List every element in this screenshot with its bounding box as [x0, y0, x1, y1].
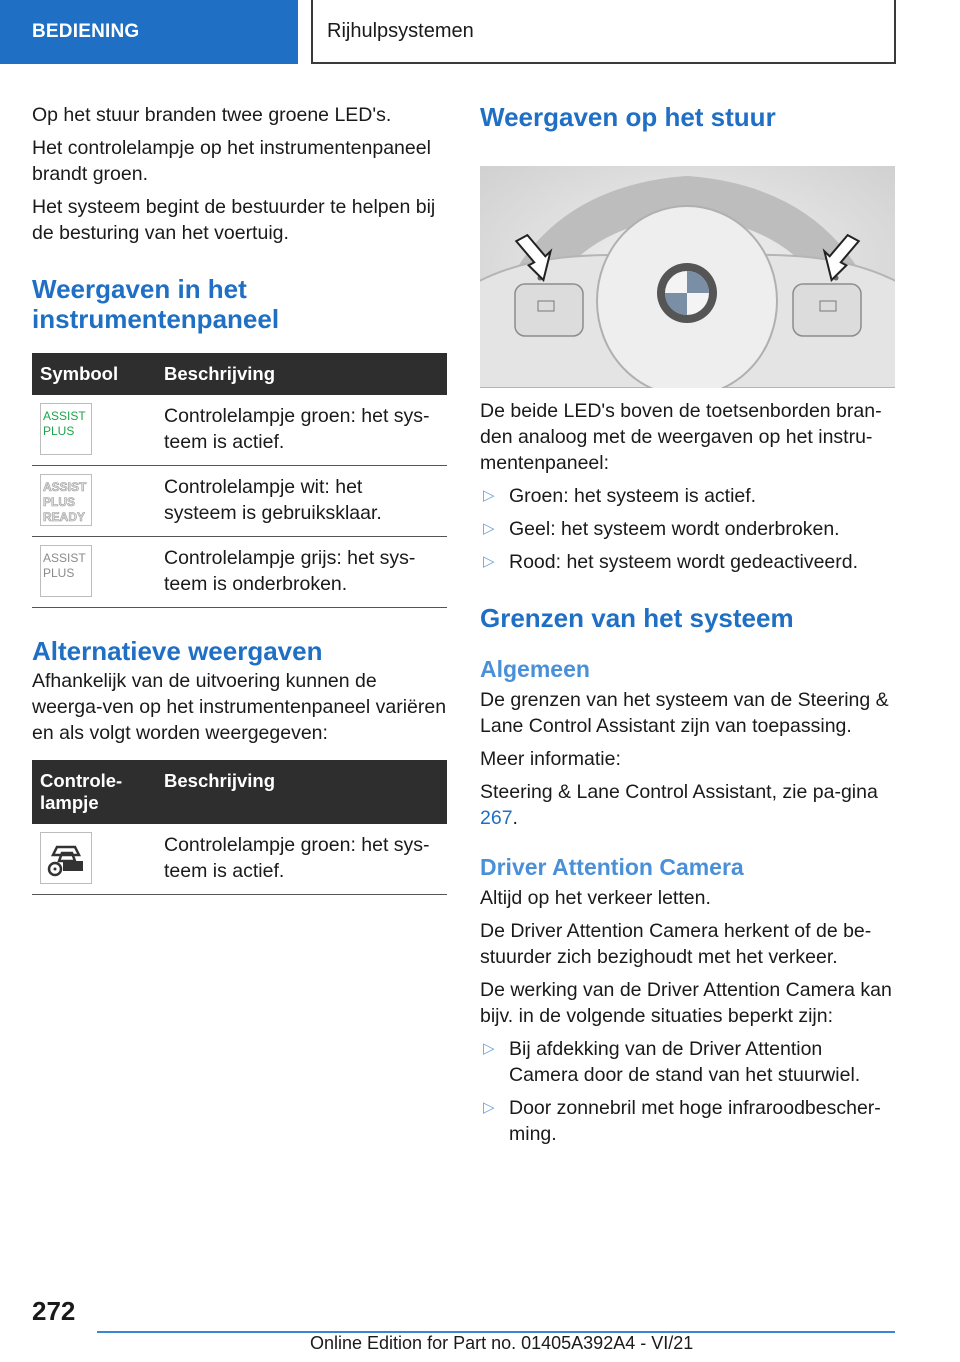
triangle-bullet-icon: ▷ — [483, 487, 495, 504]
col-header-symbol: Symbool — [32, 353, 156, 395]
assist-plus-grey-icon: ASSIST PLUS — [40, 545, 92, 597]
paragraph: Afhankelijk van de uitvoering kunnen de weerga-ven op het instrumentenpaneel variëren en als volgt worden weergegeven: — [32, 670, 447, 744]
chapter-header — [311, 0, 896, 64]
list-item: ▷ Geel: het systeem wordt onderbroken. — [483, 518, 840, 540]
heading-driver-attention-camera: Driver Attention Camera — [480, 854, 744, 880]
triangle-bullet-icon: ▷ — [483, 1099, 495, 1116]
paragraph: Meer informatie: — [480, 748, 621, 770]
left-column — [32, 102, 447, 895]
lane-assist-steering-icon — [40, 832, 92, 884]
col-header-description: Beschrijving — [156, 353, 447, 395]
paragraph: De werking van de Driver Attention Camera kan bijv. in de volgende situaties beperkt zijn: — [480, 979, 892, 1027]
list-item: ▷ Groen: het systeem is actief. — [483, 485, 757, 507]
page-reference-link[interactable]: 267 — [480, 807, 513, 829]
table-row — [32, 466, 447, 537]
table-row — [32, 824, 447, 895]
col-header-lamp: Controle-lampje — [32, 760, 156, 824]
triangle-bullet-icon: ▷ — [483, 1040, 495, 1057]
alternative-table — [32, 760, 447, 895]
table-row — [32, 537, 447, 608]
heading-instrument-display: Weergaven in het instrumentenpaneel — [32, 274, 280, 334]
wheel-status-list — [480, 483, 895, 575]
row-description: Controlelampje grijs: het sys-teem is onderbroken. — [156, 537, 447, 608]
section-tab — [0, 0, 298, 64]
chapter-title: Rijhulpsystemen — [327, 19, 474, 42]
col-header-description: Beschrijving — [156, 760, 447, 824]
page-number: 272 — [32, 1296, 76, 1326]
list-item: ▷ Door zonnebril met hoge infraroodbescher-ming. — [483, 1097, 881, 1145]
camera-limits-list — [480, 1036, 895, 1147]
list-item: ▷ Bij afdekking van de Driver Attention Camera door de stand van het stuurwiel. — [483, 1038, 861, 1086]
table-row — [32, 395, 447, 466]
edition-footer: Online Edition for Part no. 01405A392A4 - VI/21 — [310, 1333, 694, 1353]
section-label: BEDIENING — [32, 21, 140, 42]
heading-general: Algemeen — [480, 656, 590, 682]
assist-plus-green-icon: ASSIST PLUS — [40, 403, 92, 455]
paragraph: De grenzen van het systeem van de Steering & Lane Control Assistant zijn van toepassing. — [480, 689, 889, 737]
symbol-table — [32, 353, 447, 608]
paragraph: Het systeem begint de bestuurder te helpen bij de besturing van het voertuig. — [32, 196, 436, 244]
paragraph: Op het stuur branden twee groene LED's. — [32, 104, 392, 126]
heading-system-limits: Grenzen van het systeem — [480, 603, 794, 633]
row-description: Controlelampje groen: het sys-teem is actief. — [156, 395, 447, 466]
paragraph: Altijd op het verkeer letten. — [480, 887, 711, 909]
row-description: Controlelampje groen: het sys-teem is actief. — [156, 824, 447, 895]
paragraph: De Driver Attention Camera herkent of de be-stuurder zich bezighoudt met het verkeer. — [480, 920, 872, 968]
heading-wheel-displays: Weergaven op het stuur — [480, 102, 776, 132]
paragraph: Het controlelampje op het instrumentenpaneel brandt groen. — [32, 137, 431, 185]
list-item: ▷ Rood: het systeem wordt gedeactiveerd. — [483, 551, 859, 573]
assist-plus-ready-white-icon: ASSIST PLUS READY — [40, 474, 92, 526]
paragraph: Steering & Lane Control Assistant, zie pa-gina 267. — [480, 781, 878, 829]
heading-alternative-displays: Alternatieve weergaven — [32, 636, 323, 666]
paragraph: De beide LED's boven de toetsenborden bran-den analoog met de weergaven op het instru-mentenpaneel: — [480, 400, 882, 474]
right-column — [480, 102, 895, 1154]
steering-wheel-illustration — [480, 166, 895, 388]
triangle-bullet-icon: ▷ — [483, 520, 495, 537]
row-description: Controlelampje wit: het systeem is gebruiksklaar. — [156, 466, 447, 537]
triangle-bullet-icon: ▷ — [483, 553, 495, 570]
